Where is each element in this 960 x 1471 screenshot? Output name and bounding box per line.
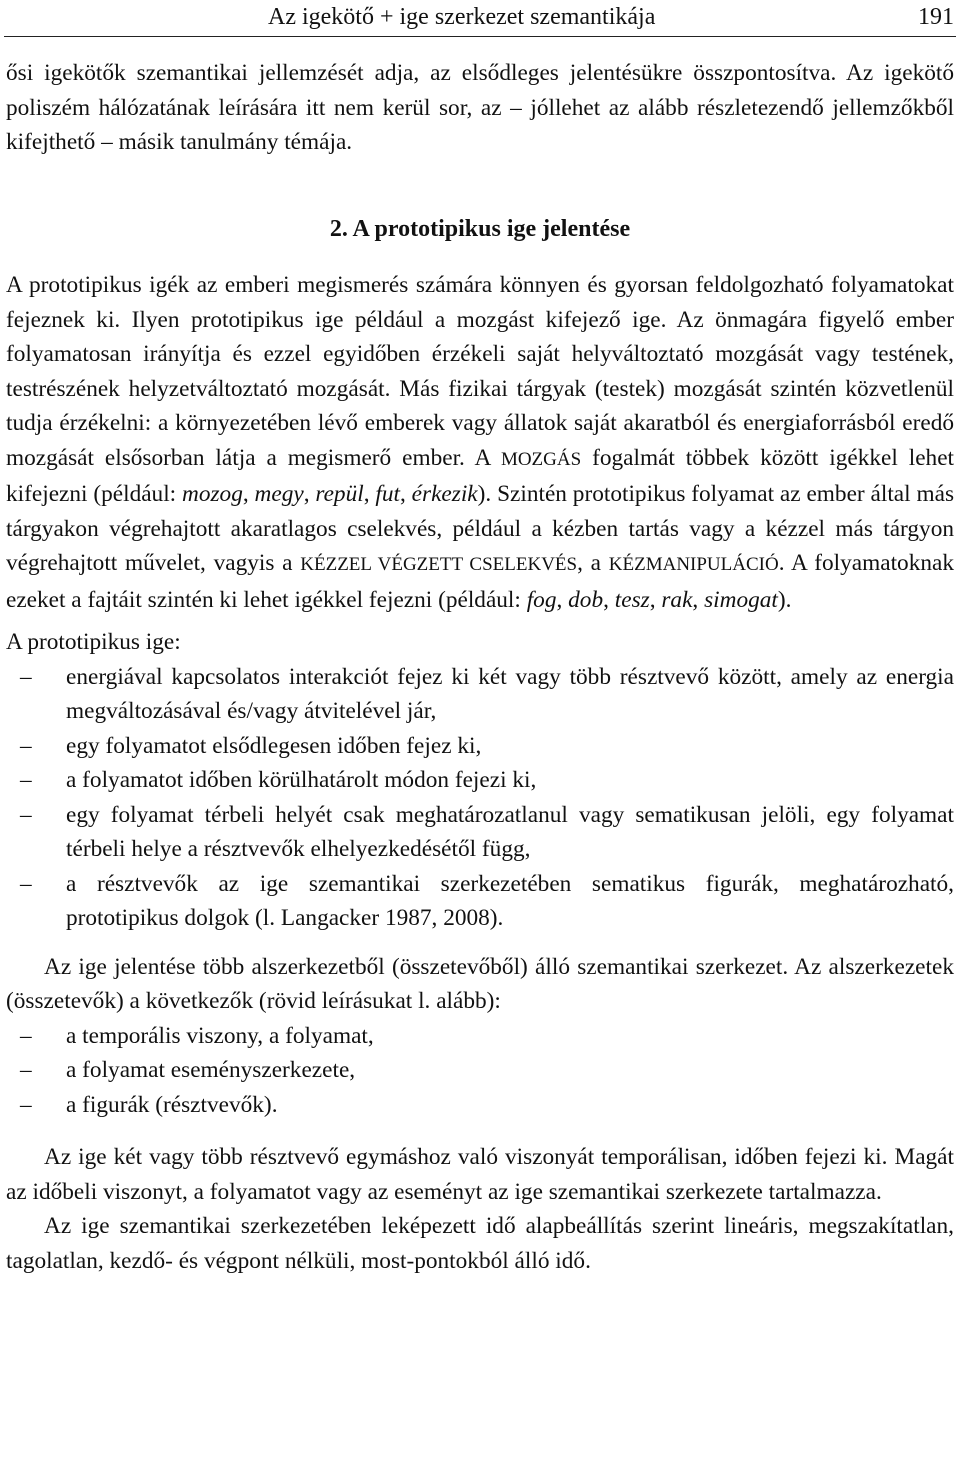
list-item: – a folyamat eseményszerkezete, (6, 1053, 954, 1088)
list-item: – a temporális viszony, a folyamat, (6, 1019, 954, 1054)
list-item: – egy folyamatot elsődlegesen időben fejez ki, (6, 729, 954, 764)
concept-kezzel: KÉZZEL VÉGZETT CSELEKVÉS (300, 554, 578, 575)
page-number: 191 (918, 4, 954, 30)
example-word: fut (375, 481, 400, 507)
dash-bullet: – (20, 801, 32, 828)
list-item: – a résztvevők az ige szemantikai szerkezetében sematikus figurák, meghatározható, prototipikus dolgok (l. Langacker 1987, 2008). (6, 867, 954, 936)
example-word: megy (254, 481, 304, 507)
paragraph-substructure: Az ige jelentése több alszerkezetből (összetevőből) álló szemantikai szerkezet. Az alszerkezetek (összetevők) a következők (rövid leírásukat l. alább): (6, 953, 954, 1014)
list-item: – a folyamatot időben körülhatárolt módon fejezi ki, (6, 763, 954, 798)
dash-bullet: – (20, 663, 32, 690)
paragraph-temporal: Az ige két vagy több résztvevő egymáshoz való viszonyát temporálisan, időben fejezi ki. Magát az időbeli viszonyt, a folyamatot vagy az eseményt az ige szemantikai szerkezete tartalmazza. (6, 1144, 954, 1205)
paragraph-intro: ősi igekötők szemantikai jellemzését adja, az elsődleges jelentésükre összpontosítva. Az igekötő poliszém hálózatának leírására itt nem kerül sor, az – jóllehet az alább részletezendő jellemzőkből kifejthető – másik tanulmány témája. (6, 60, 954, 155)
running-title: Az igekötő + ige szerkezet szemantikája (268, 4, 656, 30)
dash-bullet: – (20, 1091, 32, 1118)
example-word: fog (526, 586, 557, 613)
list-item: – egy folyamat térbeli helyét csak meghatározatlanul vagy sematikusan jelöli, egy folyamat térbeli helye a résztvevők elhelyezkedésétől függ, (6, 798, 954, 867)
example-word: mozog (182, 481, 243, 507)
example-word: dob (568, 586, 604, 613)
example-word: repül (315, 481, 364, 507)
example-word: érkezik (411, 481, 478, 507)
running-header (0, 0, 960, 46)
dash-bullet: – (20, 732, 32, 759)
prototype-properties-list (6, 660, 954, 936)
concept-mozgas: MOZGÁS (500, 448, 582, 470)
paragraph-time: Az ige szemantikai szerkezetében leképezett idő alapbeállítás szerint lineáris, megszakítatlan, tagolatlan, kezdő- és végpont nélküli, most-pontokból álló idő. (6, 1213, 954, 1274)
dash-bullet: – (20, 1057, 32, 1083)
header-rule (4, 36, 956, 37)
list-item: – a figurák (résztvevők). (6, 1088, 954, 1123)
dash-bullet: – (20, 1022, 32, 1049)
list-intro: A prototipikus ige: (6, 629, 181, 655)
dash-bullet: – (20, 870, 32, 897)
example-word: tesz (614, 586, 650, 613)
concept-kezmanipulacio: KÉZMANIPULÁCIÓ (608, 554, 779, 575)
list-item: – energiával kapcsolatos interakciót fejez ki két vagy több résztvevő között, amely az energia megváltozásával és/vagy átvitelével jár, (6, 660, 954, 729)
example-word: rak (661, 586, 693, 613)
substructure-list (6, 1019, 954, 1123)
page-body (6, 56, 954, 1278)
dash-bullet: – (20, 767, 32, 793)
paragraph-main: A prototipikus igék az emberi megismerés számára könnyen és gyorsan feldolgozható folyamatokat fejeznek ki. Ilyen prototipikus ige például a mozgást kifejező ige. Az önmagára figyelő ember folyamatosan irányítja és ezzel egyidőben érzékeli saját helyváltoztató mozgását vagy testének, testrészének helyzetváltoztató mozgását. Más fizikai tárgyak (testek) mozgását szintén közvetlenül tudja érzékelni: a környezetében lévő emberek vagy állatok saját akaratból és energiaforrásból eredő mozgását elsősorban látja a megismerő ember. A MOZGÁS fogalmát többek között igékkel lehet kifejezni (például: mozog, megy, repül, fut, érkezik). Szintén prototipikus folyamat az ember által más tárgyakon végrehajtott akaratlagos cselekvés, például a kézben tartás vagy a kézzel más tárgyon végrehajtott művelet, vagyis a KÉZZEL VÉGZETT CSELEKVÉS, a KÉZMANIPULÁCIÓ. A folyamatoknak ezeket a fajtáit szintén ki lehet igékkel fejezni (például: fog, dob, tesz, rak, simogat). (6, 272, 955, 613)
section-heading: 2. A prototipikus ige jelentése (329, 215, 631, 242)
example-word: simogat (704, 586, 778, 613)
